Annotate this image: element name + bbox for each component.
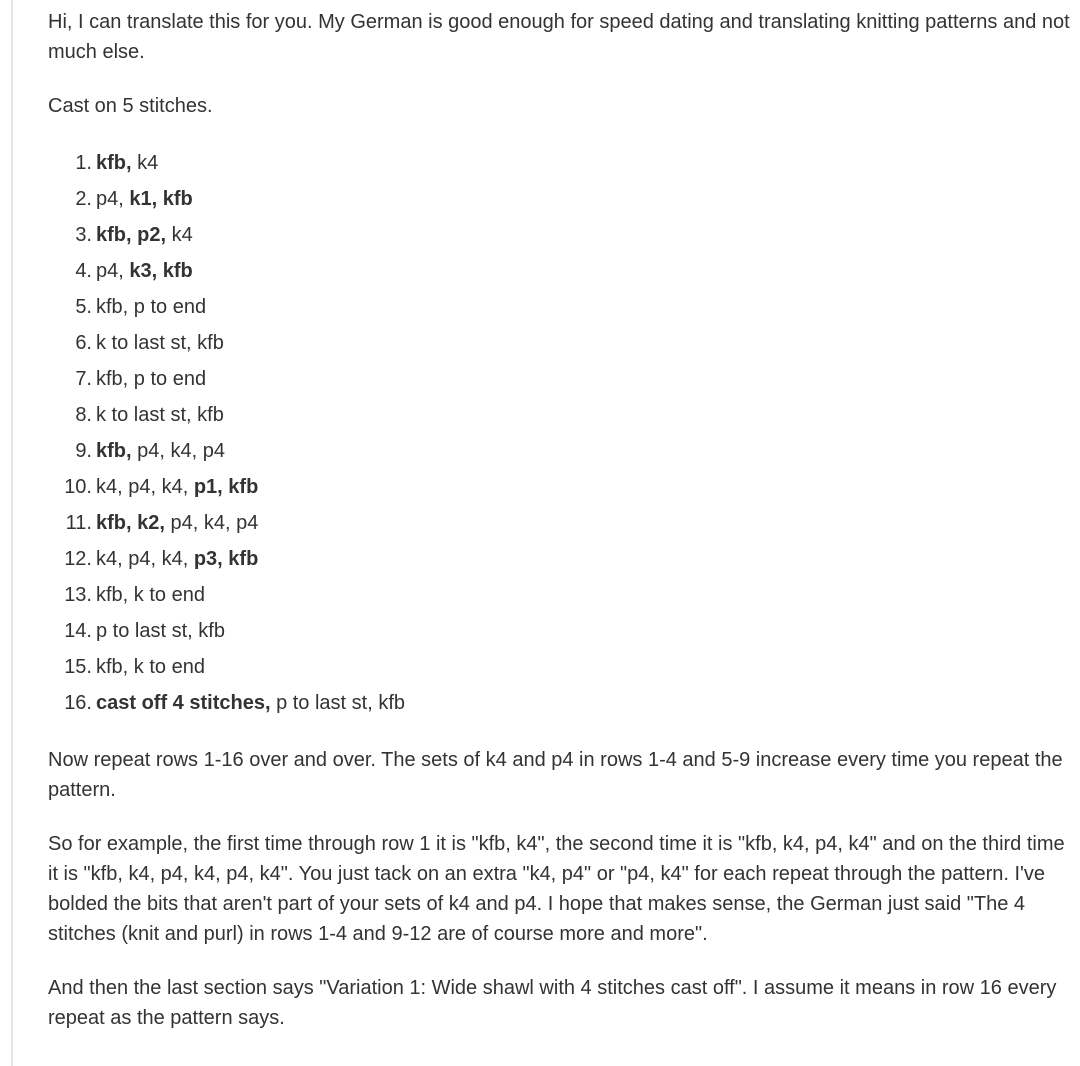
example-paragraph: So for example, the first time through row 1 it is "kfb, k4", the second time it is "kfb, k4, p4, k4" and on the third time it is "kfb, k4, p4, k4, p4, k4". You just tack on an extra "k4, p4" or "p4, k4" for each repeat through the pattern. I've bolded the bits that aren't part of your sets of k4 and p4. I hope that makes sense, the German just said "The 4 stitches (knit and purl) in rows 1-4 and 9-12 are of course more and more". <box>48 833 1065 945</box>
list-item: 3. kfb, p2, k4 <box>75 224 193 246</box>
list-item: 5. kfb, p to end <box>75 296 207 318</box>
list-item: 8. k to last st, kfb <box>75 404 224 426</box>
list-item: 2. p4, k1, kfb <box>75 188 193 210</box>
list-item: 4. p4, k3, kfb <box>75 260 193 282</box>
list-item: 6. k to last st, kfb <box>75 332 224 354</box>
list-item: 10. k4, p4, k4, p1, kfb <box>64 476 259 498</box>
list-item: 9. kfb, p4, k4, p4 <box>75 440 225 462</box>
list-item: 12. k4, p4, k4, p3, kfb <box>64 548 259 570</box>
list-item: 13. kfb, k to end <box>64 584 205 606</box>
cast-on-paragraph: Cast on 5 stitches. <box>48 95 213 117</box>
variation-paragraph: And then the last section says "Variation 1: Wide shawl with 4 stitches cast off". I assume it means in row 16 every repeat as the pattern says. <box>48 977 1057 1029</box>
post-body <box>48 7 1078 1033</box>
list-item: 14. p to last st, kfb <box>64 620 225 642</box>
list-item: 1. kfb, k4 <box>75 152 159 174</box>
intro-paragraph: Hi, I can translate this for you. My German is good enough for speed dating and translating knitting patterns and not much else. <box>48 11 1070 63</box>
list-item: 11. kfb, k2, p4, k4, p4 <box>65 512 259 534</box>
list-item: 16. cast off 4 stitches, p to last st, kfb <box>64 692 406 714</box>
list-item: 7. kfb, p to end <box>75 368 207 390</box>
quote-border <box>11 0 13 1066</box>
list-item: 15. kfb, k to end <box>64 656 205 678</box>
pattern-rows-list <box>48 145 1078 721</box>
repeat-paragraph: Now repeat rows 1-16 over and over. The sets of k4 and p4 in rows 1-4 and 5-9 increase every time you repeat the pattern. <box>48 749 1063 801</box>
